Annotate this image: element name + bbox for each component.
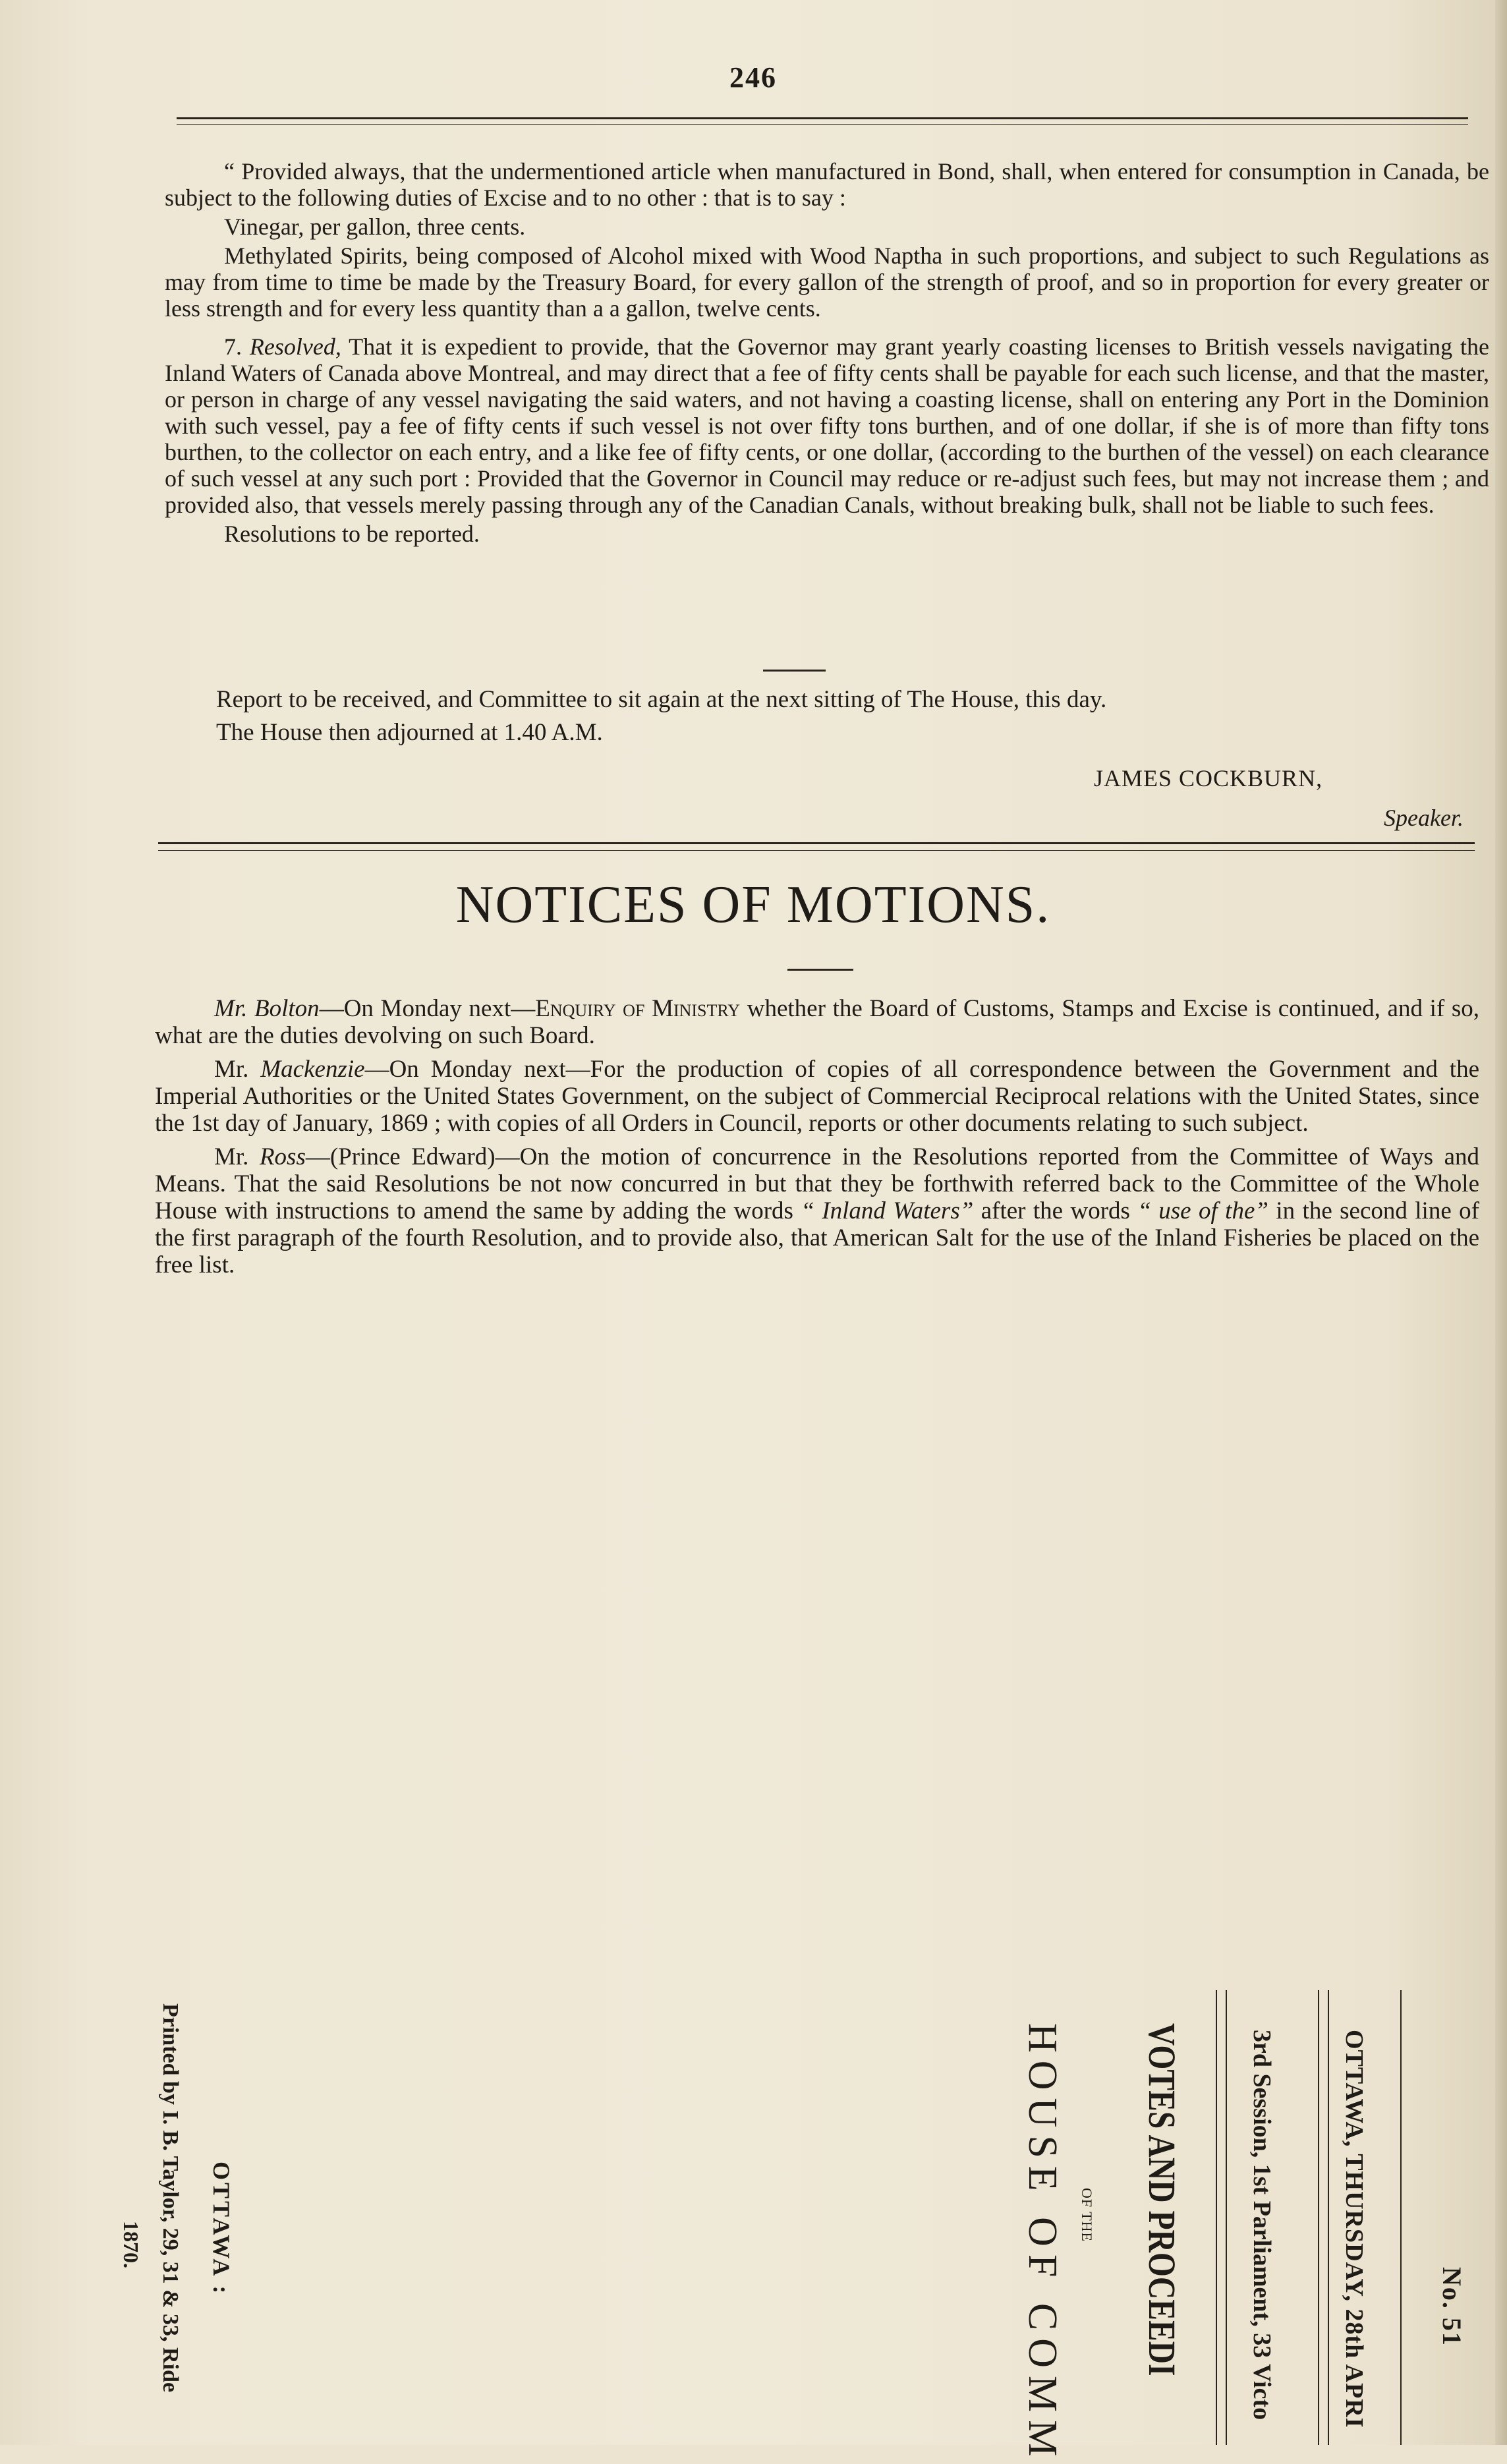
adjourned: The House then adjourned at 1.40 A.M. <box>216 719 603 746</box>
notices-heading: NOTICES OF MOTIONS. <box>455 876 1051 934</box>
cover-printer: Printed by I. B. Taylor, 29, 31 & 33, Ride <box>158 2003 183 2393</box>
notice-member: Ross <box>259 1143 306 1170</box>
notice-member: Mackenzie <box>260 1056 365 1083</box>
resolved-word: Resolved, <box>249 333 341 360</box>
section-rule-thin <box>158 850 1475 851</box>
report-received: Report to be received, and Committee to sit again at the next sitting of The House, this day. <box>216 686 1107 713</box>
cover-rule <box>1328 1990 1329 2445</box>
notice-smallcaps: Enquiry of Ministry <box>535 995 741 1022</box>
resolutions-text <box>165 158 1489 550</box>
spirits-paragraph: Methylated Spirits, being composed of Alcohol mixed with Wood Naptha in such proportions, and subject to such Regulations as may from time to time be made by the Treasury Board, for every gallon of the strength of proof, and so in proportion for every greater or less strength and for every less quantity than a a gallon, twelve cents. <box>165 243 1489 322</box>
cover-rule <box>1318 1990 1319 2445</box>
notice-member: Mr. Bolton <box>214 995 320 1022</box>
header-rule <box>177 117 1468 119</box>
resolution-7-paragraph <box>165 333 1489 518</box>
notice-text: in the second line of the first paragraph of the fourth Resolution, and to provide also, that American Salt for the use of the Inland Fisheries be placed on the free list. <box>155 1197 1479 1278</box>
notice-quote: “ Inland Waters” <box>801 1197 974 1224</box>
back-cover <box>0 1990 1507 2464</box>
cover-title-line2: HOUSE OF COMM <box>1020 2023 1065 2464</box>
notice-ross <box>155 1143 1479 1278</box>
vinegar-paragraph: Vinegar, per gallon, three cents. <box>224 214 526 240</box>
notice-text: —(Prince Edward)—On the motion of concurrence in the Resolutions reported from the Committee of Ways and Means. That the said Resolutions be not now concurred in but that they be forthwith referred back to the Committee of the Whole House with instructions to amend the same by adding the words <box>155 1143 1479 1224</box>
cover-year: 1870. <box>119 2221 143 2268</box>
notice-lead: —On Monday next— <box>319 995 536 1022</box>
notices-short-rule <box>787 969 853 971</box>
notice-prefix: Mr. <box>214 1056 261 1083</box>
cover-title-line1: VOTES AND PROCEEDI <box>1141 2023 1183 2376</box>
resolution-7-text: That it is expedient to provide, that the Governor may grant yearly coasting licenses to British vessels navigating the Inland Waters of Canada above Montreal, and may direct that a fee of fifty cents shall be payable for each such license, and that the master, or person in charge of any vessel navigating the said waters, and not having a coasting license, shall on entering any Port in the Dominion with such vessel, pay a fee of fifty cents if such vessel is not over fifty tons burthen, and of one dollar, if she is of more than fifty tons burthen, to the collector on each entry, and a like fee of fifty cents, or one dollar, (according to the burthen of the vessel) on each clearance of such vessel at any such port : Provided that the Governor in Council may reduce or re-adjust such fees, but may not increase them ; and provided also, that vessels merely passing through any of the Canadian Canals, without breaking bulk, shall not be liable to such fees. <box>165 333 1489 518</box>
cover-of-the: OF THE <box>1079 2188 1095 2242</box>
notice-text: whether the Board of Customs, Stamps and Excise is continued, and if so, what are the duties devolving on such Board. <box>155 995 1479 1049</box>
notice-mackenzie <box>155 1056 1479 1137</box>
notice-bolton <box>155 995 1479 1049</box>
report-block <box>165 685 1489 751</box>
resolutions-reported: Resolutions to be reported. <box>224 521 480 547</box>
cover-number: No. 51 <box>1437 2267 1467 2347</box>
cover-session: 3rd Session, 1st Parliament, 33 Victo <box>1248 2030 1276 2421</box>
resolution-number: 7. <box>224 333 242 360</box>
notices-list <box>155 995 1479 1285</box>
header-rule-thin <box>177 124 1468 125</box>
page-number: 246 <box>729 61 777 94</box>
signature-title: Speaker. <box>1384 805 1464 831</box>
cover-rule <box>1216 1990 1217 2445</box>
cover-rule <box>1400 1990 1402 2445</box>
cover-place: OTTAWA : <box>208 2162 235 2297</box>
notice-quote: “ use of the” <box>1137 1197 1268 1224</box>
notice-prefix: Mr. <box>214 1143 260 1170</box>
proviso-paragraph: “ Provided always, that the undermentioned article when manufactured in Bond, shall, when entered for consumption in Canada, be subject to the following duties of Excise and to no other : that is to say : <box>165 158 1489 211</box>
section-rule <box>158 842 1475 844</box>
signature-name: JAMES COCKBURN, <box>1094 765 1323 791</box>
cover-date: OTTAWA, THURSDAY, 28th APRI <box>1340 2030 1368 2428</box>
short-divider <box>763 670 826 672</box>
notice-text: —On Monday next—For the production of copies of all correspondence between the Government and the Imperial Authorities or the United States Government, on the subject of Commercial Reciprocal relations with the United States, since the 1st day of January, 1869 ; with copies of all Orders in Council, reports or other documents relating to such subject. <box>155 1056 1479 1137</box>
cover-rule <box>1226 1990 1227 2445</box>
notice-text: after the words <box>973 1197 1138 1224</box>
